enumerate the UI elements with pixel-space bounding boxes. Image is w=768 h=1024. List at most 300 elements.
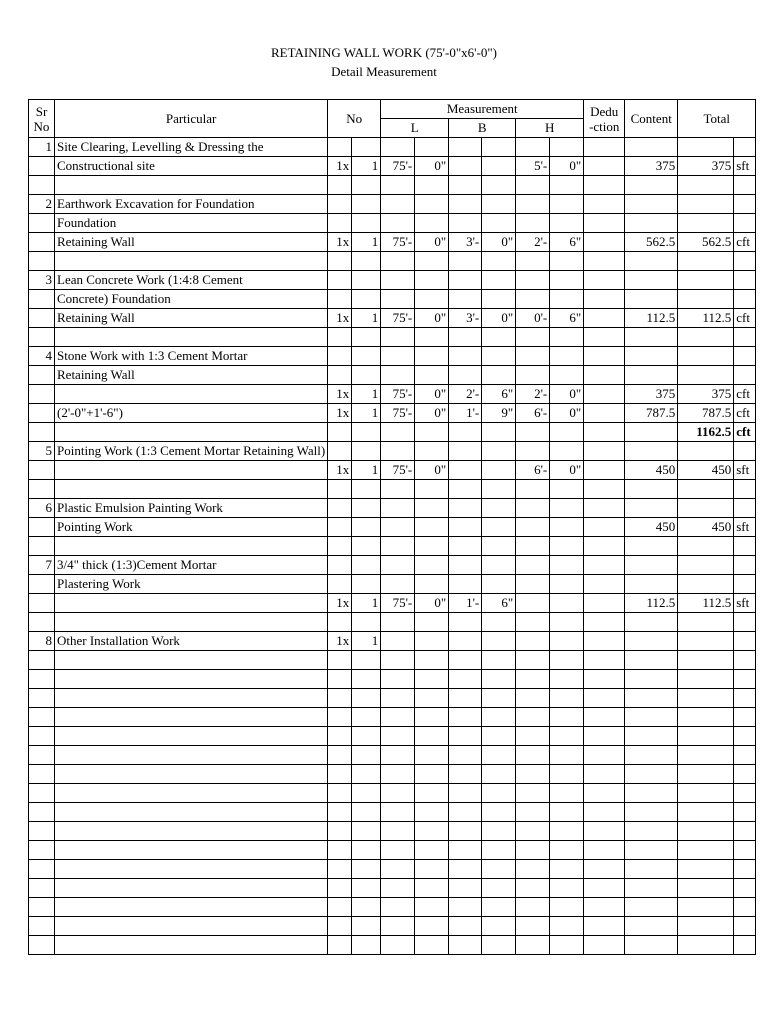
table-cell	[625, 822, 678, 841]
table-cell	[482, 670, 516, 689]
table-cell	[29, 860, 55, 879]
table-cell	[584, 290, 625, 309]
table-cell: 0"	[550, 461, 584, 480]
table-cell	[55, 670, 328, 689]
table-cell	[584, 594, 625, 613]
table-cell	[516, 917, 550, 936]
table-cell	[584, 784, 625, 803]
table-cell	[482, 746, 516, 765]
table-cell	[482, 347, 516, 366]
table-cell: 375	[678, 157, 734, 176]
table-cell	[584, 442, 625, 461]
table-cell	[584, 936, 625, 955]
table-cell	[678, 670, 734, 689]
table-cell	[678, 252, 734, 271]
table-cell: Site Clearing, Levelling & Dressing the	[55, 138, 328, 157]
table-cell	[381, 803, 415, 822]
table-cell	[29, 309, 55, 328]
table-cell	[584, 366, 625, 385]
table-row	[29, 860, 756, 879]
table-cell	[55, 936, 328, 955]
table-cell	[29, 841, 55, 860]
table-cell	[449, 290, 482, 309]
table-cell	[734, 917, 756, 936]
table-cell	[734, 138, 756, 157]
table-cell	[482, 708, 516, 727]
table-cell	[328, 746, 352, 765]
table-cell	[352, 765, 381, 784]
table-row	[29, 328, 756, 347]
table-cell	[516, 480, 550, 499]
table-cell	[415, 708, 449, 727]
table-cell	[550, 841, 584, 860]
table-cell	[328, 803, 352, 822]
table-cell	[550, 138, 584, 157]
table-cell	[55, 860, 328, 879]
table-cell	[352, 366, 381, 385]
table-cell	[550, 556, 584, 575]
table-cell: cft	[734, 423, 756, 442]
table-row	[29, 537, 756, 556]
table-cell	[678, 176, 734, 195]
table-cell	[449, 841, 482, 860]
table-cell: 1x	[328, 309, 352, 328]
table-cell	[734, 271, 756, 290]
table-cell	[352, 518, 381, 537]
table-cell	[449, 879, 482, 898]
table-cell: 75'-	[381, 309, 415, 328]
table-cell	[415, 879, 449, 898]
table-cell	[381, 518, 415, 537]
table-cell	[584, 328, 625, 347]
table-cell	[415, 651, 449, 670]
table-cell	[482, 860, 516, 879]
table-cell	[328, 898, 352, 917]
table-cell: sft	[734, 157, 756, 176]
table-cell	[415, 518, 449, 537]
table-cell	[516, 423, 550, 442]
table-cell	[55, 879, 328, 898]
table-cell: cft	[734, 233, 756, 252]
table-cell	[625, 138, 678, 157]
table-row	[29, 442, 756, 461]
table-cell	[482, 936, 516, 955]
table-cell	[449, 803, 482, 822]
table-cell	[482, 499, 516, 518]
table-cell: 0"	[415, 594, 449, 613]
table-cell	[328, 822, 352, 841]
table-cell	[415, 347, 449, 366]
table-cell	[55, 651, 328, 670]
table-cell	[29, 822, 55, 841]
table-cell	[328, 727, 352, 746]
table-cell	[550, 480, 584, 499]
table-cell	[678, 347, 734, 366]
table-cell	[352, 746, 381, 765]
table-cell	[584, 898, 625, 917]
table-cell	[584, 746, 625, 765]
table-cell	[584, 480, 625, 499]
table-cell	[584, 632, 625, 651]
table-cell	[29, 803, 55, 822]
table-cell	[381, 366, 415, 385]
table-cell	[449, 689, 482, 708]
table-cell	[381, 670, 415, 689]
table-cell	[381, 879, 415, 898]
table-cell: Pointing Work	[55, 518, 328, 537]
table-cell	[328, 936, 352, 955]
table-cell	[29, 917, 55, 936]
table-cell	[449, 176, 482, 195]
table-cell	[415, 176, 449, 195]
table-cell	[482, 214, 516, 233]
table-cell	[381, 252, 415, 271]
table-cell	[625, 290, 678, 309]
table-cell	[550, 252, 584, 271]
table-cell	[29, 898, 55, 917]
table-cell	[584, 689, 625, 708]
table-cell	[29, 936, 55, 955]
table-cell	[29, 765, 55, 784]
table-cell	[352, 670, 381, 689]
table-cell	[352, 822, 381, 841]
table-cell	[550, 290, 584, 309]
table-cell	[29, 746, 55, 765]
table-cell	[381, 841, 415, 860]
table-row	[29, 936, 756, 955]
table-cell	[584, 841, 625, 860]
table-cell	[550, 537, 584, 556]
table-cell	[678, 898, 734, 917]
table-cell	[55, 822, 328, 841]
table-cell	[449, 423, 482, 442]
table-cell	[482, 157, 516, 176]
table-cell	[734, 499, 756, 518]
table-cell: 8	[29, 632, 55, 651]
table-cell	[381, 480, 415, 499]
table-cell	[482, 423, 516, 442]
table-cell: Retaining Wall	[55, 233, 328, 252]
table-cell: 5'-	[516, 157, 550, 176]
table-cell	[29, 613, 55, 632]
table-row	[29, 518, 756, 537]
table-cell: 1'-	[449, 594, 482, 613]
table-row	[29, 784, 756, 803]
table-cell	[516, 708, 550, 727]
table-cell: 6'-	[516, 404, 550, 423]
table-cell	[625, 480, 678, 499]
table-cell	[381, 556, 415, 575]
table-cell	[381, 138, 415, 157]
table-cell	[516, 214, 550, 233]
table-cell	[550, 708, 584, 727]
table-cell	[625, 176, 678, 195]
table-cell	[482, 841, 516, 860]
table-cell	[352, 575, 381, 594]
table-cell	[381, 860, 415, 879]
table-header-row	[29, 100, 756, 119]
table-cell	[584, 423, 625, 442]
table-row	[29, 271, 756, 290]
table-cell: 2'-	[449, 385, 482, 404]
table-cell	[352, 214, 381, 233]
table-cell: 75'-	[381, 594, 415, 613]
table-cell	[584, 917, 625, 936]
table-cell: 1x	[328, 385, 352, 404]
table-cell: 75'-	[381, 233, 415, 252]
table-row	[29, 385, 756, 404]
table-cell	[678, 746, 734, 765]
table-cell	[328, 138, 352, 157]
table-cell	[625, 366, 678, 385]
table-cell	[415, 499, 449, 518]
table-cell: Foundation	[55, 214, 328, 233]
table-cell	[55, 765, 328, 784]
table-cell	[482, 765, 516, 784]
table-cell	[482, 727, 516, 746]
table-cell	[516, 347, 550, 366]
table-cell	[29, 537, 55, 556]
table-cell	[584, 195, 625, 214]
table-cell	[734, 347, 756, 366]
table-cell	[678, 537, 734, 556]
table-cell: 0"	[550, 385, 584, 404]
table-cell	[678, 366, 734, 385]
table-cell	[584, 613, 625, 632]
table-cell	[550, 442, 584, 461]
table-cell	[550, 803, 584, 822]
table-cell	[29, 518, 55, 537]
table-cell	[584, 404, 625, 423]
column-header-total: Total	[678, 100, 756, 138]
table-cell	[550, 670, 584, 689]
table-cell	[516, 784, 550, 803]
table-row	[29, 632, 756, 651]
table-cell	[29, 233, 55, 252]
table-cell	[550, 195, 584, 214]
table-row	[29, 613, 756, 632]
table-row	[29, 214, 756, 233]
table-cell	[29, 689, 55, 708]
table-cell	[328, 917, 352, 936]
table-cell	[415, 784, 449, 803]
table-cell	[449, 252, 482, 271]
table-cell	[625, 195, 678, 214]
table-cell	[516, 860, 550, 879]
table-cell	[678, 803, 734, 822]
table-cell	[584, 271, 625, 290]
table-cell	[328, 708, 352, 727]
table-cell	[449, 936, 482, 955]
table-cell: 450	[678, 518, 734, 537]
table-cell	[449, 613, 482, 632]
table-cell	[55, 727, 328, 746]
table-cell	[381, 784, 415, 803]
table-row	[29, 309, 756, 328]
table-row	[29, 689, 756, 708]
table-cell	[449, 537, 482, 556]
table-cell	[55, 898, 328, 917]
table-cell	[415, 898, 449, 917]
table-row	[29, 423, 756, 442]
table-cell: 6"	[482, 385, 516, 404]
table-cell	[449, 670, 482, 689]
table-cell: sft	[734, 518, 756, 537]
table-cell	[516, 594, 550, 613]
table-cell	[734, 366, 756, 385]
table-cell	[516, 442, 550, 461]
table-cell	[550, 822, 584, 841]
table-cell	[381, 328, 415, 347]
table-cell	[550, 613, 584, 632]
table-cell	[352, 917, 381, 936]
table-cell	[584, 233, 625, 252]
table-cell	[29, 290, 55, 309]
table-cell	[55, 385, 328, 404]
table-cell: 1	[352, 404, 381, 423]
table-cell	[482, 290, 516, 309]
table-row	[29, 670, 756, 689]
table-cell	[352, 347, 381, 366]
table-cell	[734, 803, 756, 822]
table-cell	[678, 860, 734, 879]
table-cell	[328, 347, 352, 366]
table-cell	[29, 784, 55, 803]
table-cell	[449, 898, 482, 917]
table-cell: sft	[734, 461, 756, 480]
table-cell	[625, 746, 678, 765]
table-cell	[415, 214, 449, 233]
table-cell	[482, 898, 516, 917]
table-cell	[482, 784, 516, 803]
table-cell	[550, 271, 584, 290]
column-header-content: Content	[625, 100, 678, 138]
table-cell	[550, 328, 584, 347]
table-cell	[328, 366, 352, 385]
table-cell	[734, 176, 756, 195]
table-cell: 6	[29, 499, 55, 518]
table-cell	[625, 765, 678, 784]
table-cell	[381, 347, 415, 366]
table-cell: 1x	[328, 157, 352, 176]
table-cell: 3	[29, 271, 55, 290]
table-cell	[550, 784, 584, 803]
table-cell	[482, 176, 516, 195]
table-cell	[516, 252, 550, 271]
table-row	[29, 917, 756, 936]
table-cell	[449, 157, 482, 176]
table-cell	[29, 575, 55, 594]
table-row	[29, 746, 756, 765]
table-cell	[449, 347, 482, 366]
table-cell	[415, 480, 449, 499]
table-cell	[678, 442, 734, 461]
table-cell	[381, 689, 415, 708]
table-cell	[381, 575, 415, 594]
table-cell	[449, 746, 482, 765]
table-cell	[415, 271, 449, 290]
table-cell	[734, 670, 756, 689]
table-cell	[584, 651, 625, 670]
column-header-deduction: Dedu -ction	[584, 100, 625, 138]
table-cell: 2'-	[516, 385, 550, 404]
table-cell: 0"	[415, 157, 449, 176]
table-cell	[516, 670, 550, 689]
table-cell	[29, 214, 55, 233]
table-cell	[678, 480, 734, 499]
table-cell	[550, 499, 584, 518]
table-cell	[328, 784, 352, 803]
table-cell	[550, 689, 584, 708]
table-cell	[734, 898, 756, 917]
table-cell	[381, 271, 415, 290]
table-cell	[482, 575, 516, 594]
table-cell	[550, 898, 584, 917]
table-cell	[352, 898, 381, 917]
table-cell	[328, 442, 352, 461]
table-cell: 7	[29, 556, 55, 575]
table-cell	[482, 613, 516, 632]
table-cell: 9"	[482, 404, 516, 423]
table-cell	[516, 898, 550, 917]
table-cell	[352, 138, 381, 157]
table-row	[29, 195, 756, 214]
table-cell: 0"	[482, 233, 516, 252]
column-header-b: B	[449, 119, 516, 138]
table-cell	[678, 822, 734, 841]
table-cell	[734, 252, 756, 271]
table-cell: 0"	[415, 309, 449, 328]
table-row	[29, 841, 756, 860]
table-cell	[55, 176, 328, 195]
table-cell: Stone Work with 1:3 Cement Mortar	[55, 347, 328, 366]
table-cell	[734, 765, 756, 784]
table-cell	[734, 556, 756, 575]
table-cell	[415, 746, 449, 765]
table-cell	[328, 575, 352, 594]
table-cell	[328, 290, 352, 309]
table-cell	[516, 176, 550, 195]
table-cell: 6"	[550, 309, 584, 328]
table-cell: 1	[352, 385, 381, 404]
table-cell: Other Installation Work	[55, 632, 328, 651]
table-cell	[328, 879, 352, 898]
table-cell	[482, 556, 516, 575]
table-cell	[584, 385, 625, 404]
table-cell	[550, 575, 584, 594]
table-cell	[625, 613, 678, 632]
table-cell	[352, 784, 381, 803]
table-cell: 375	[625, 157, 678, 176]
table-cell: 562.5	[625, 233, 678, 252]
table-cell	[381, 917, 415, 936]
table-cell	[352, 423, 381, 442]
table-cell	[584, 708, 625, 727]
table-cell	[482, 651, 516, 670]
table-cell	[328, 860, 352, 879]
table-cell	[734, 575, 756, 594]
table-cell	[516, 803, 550, 822]
table-cell: 450	[678, 461, 734, 480]
table-cell	[550, 594, 584, 613]
table-cell	[550, 632, 584, 651]
column-header-no: No	[328, 100, 381, 138]
table-cell	[381, 651, 415, 670]
table-cell	[29, 708, 55, 727]
table-cell	[55, 841, 328, 860]
table-cell	[625, 689, 678, 708]
table-cell: 6'-	[516, 461, 550, 480]
